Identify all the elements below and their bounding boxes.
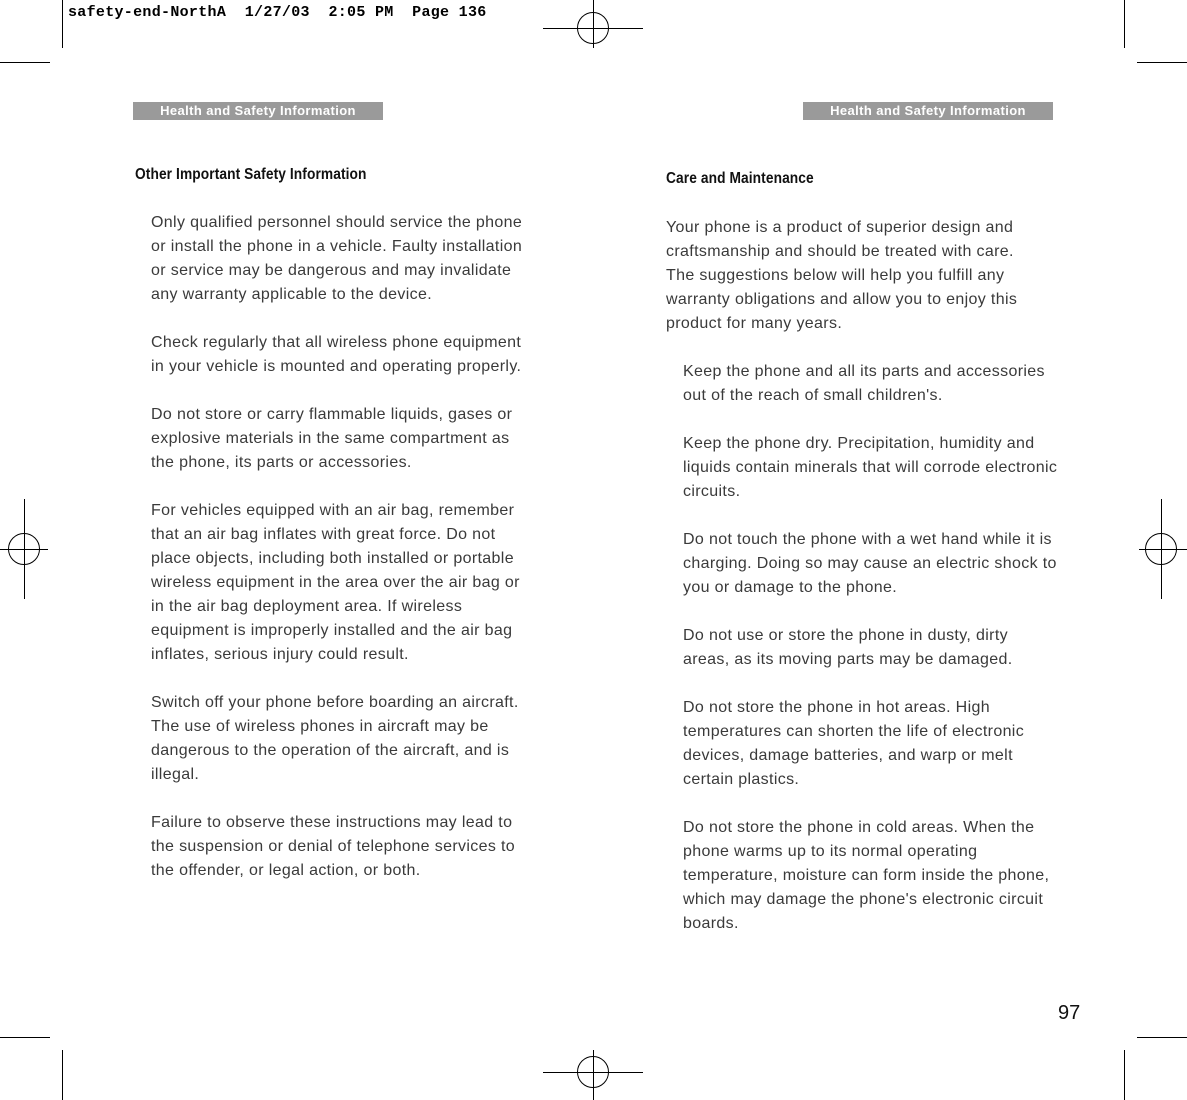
registration-circle bbox=[577, 1056, 609, 1088]
crop-mark bbox=[62, 1050, 63, 1100]
left-paragraph: Failure to observe these instructions may lead to the suspension or denial of telephone services to the offender, or legal action, or both. bbox=[151, 814, 516, 879]
left-paragraph: Only qualified personnel should service the phone or install the phone in a vehicle. Faulty installation or service may be dangerous and may invalidate any warranty applicable to the device. bbox=[151, 214, 523, 303]
left-paragraph: Switch off your phone before boarding an aircraft. The use of wireless phones in aircraft may be dangerous to the operation of the aircraft, and is illegal. bbox=[151, 694, 519, 783]
crop-mark bbox=[62, 0, 63, 48]
right-intro-paragraph: Your phone is a product of superior design and craftsmanship and should be treated with care. The suggestions below will help you fulfill any warranty obligations and allow you to enjoy this product for many years. bbox=[666, 219, 1018, 332]
left-paragraph: Do not store or carry flammable liquids, gases or explosive materials in the same compartment as the phone, its parts or accessories. bbox=[151, 406, 513, 471]
right-paragraph: Do not touch the phone with a wet hand while it is charging. Doing so may cause an electric shock to you or damage to the phone. bbox=[683, 531, 1057, 596]
registration-circle bbox=[577, 12, 609, 44]
right-page-heading: Care and Maintenance bbox=[666, 170, 814, 187]
printer-slug: safety-end-NorthA 1/27/03 2:05 PM Page 136 bbox=[68, 4, 487, 21]
crop-mark bbox=[0, 1037, 50, 1038]
right-paragraph: Do not store the phone in hot areas. High temperatures can shorten the life of electronic devices, damage batteries, and warp or melt certain plastics. bbox=[683, 699, 1025, 788]
right-paragraph: Do not store the phone in cold areas. When the phone warms up to its normal operating temperature, moisture can form inside the phone, which may damage the phone's electronic circuit boards. bbox=[683, 819, 1050, 932]
right-paragraph: Keep the phone and all its parts and accessories out of the reach of small children's. bbox=[683, 363, 1045, 404]
crop-mark bbox=[0, 62, 50, 63]
section-tab-left: Health and Safety Information bbox=[133, 102, 383, 120]
left-paragraph: For vehicles equipped with an air bag, remember that an air bag inflates with great force. Do not place objects, including both installed or portable wireless equipment in the area over the air bag or in the air bag deployment area. If wireless equipment is improperly installed and the air bag inflates, serious injury could result. bbox=[151, 502, 520, 663]
left-page-column bbox=[135, 164, 535, 883]
page-number: 97 bbox=[1058, 1002, 1081, 1024]
crop-mark bbox=[1137, 62, 1187, 63]
section-tab-right: Health and Safety Information bbox=[803, 102, 1053, 120]
right-page-column bbox=[666, 168, 1058, 936]
left-page-heading: Other Important Safety Information bbox=[135, 166, 367, 183]
crop-mark bbox=[1124, 0, 1125, 48]
registration-circle bbox=[1145, 533, 1177, 565]
registration-circle bbox=[8, 533, 40, 565]
crop-mark bbox=[1137, 1037, 1187, 1038]
left-paragraph: Check regularly that all wireless phone equipment in your vehicle is mounted and operating properly. bbox=[151, 334, 522, 375]
crop-mark bbox=[1124, 1050, 1125, 1100]
right-paragraph: Keep the phone dry. Precipitation, humidity and liquids contain minerals that will corrode electronic circuits. bbox=[683, 435, 1058, 500]
right-paragraph: Do not use or store the phone in dusty, dirty areas, as its moving parts may be damaged. bbox=[683, 627, 1013, 668]
